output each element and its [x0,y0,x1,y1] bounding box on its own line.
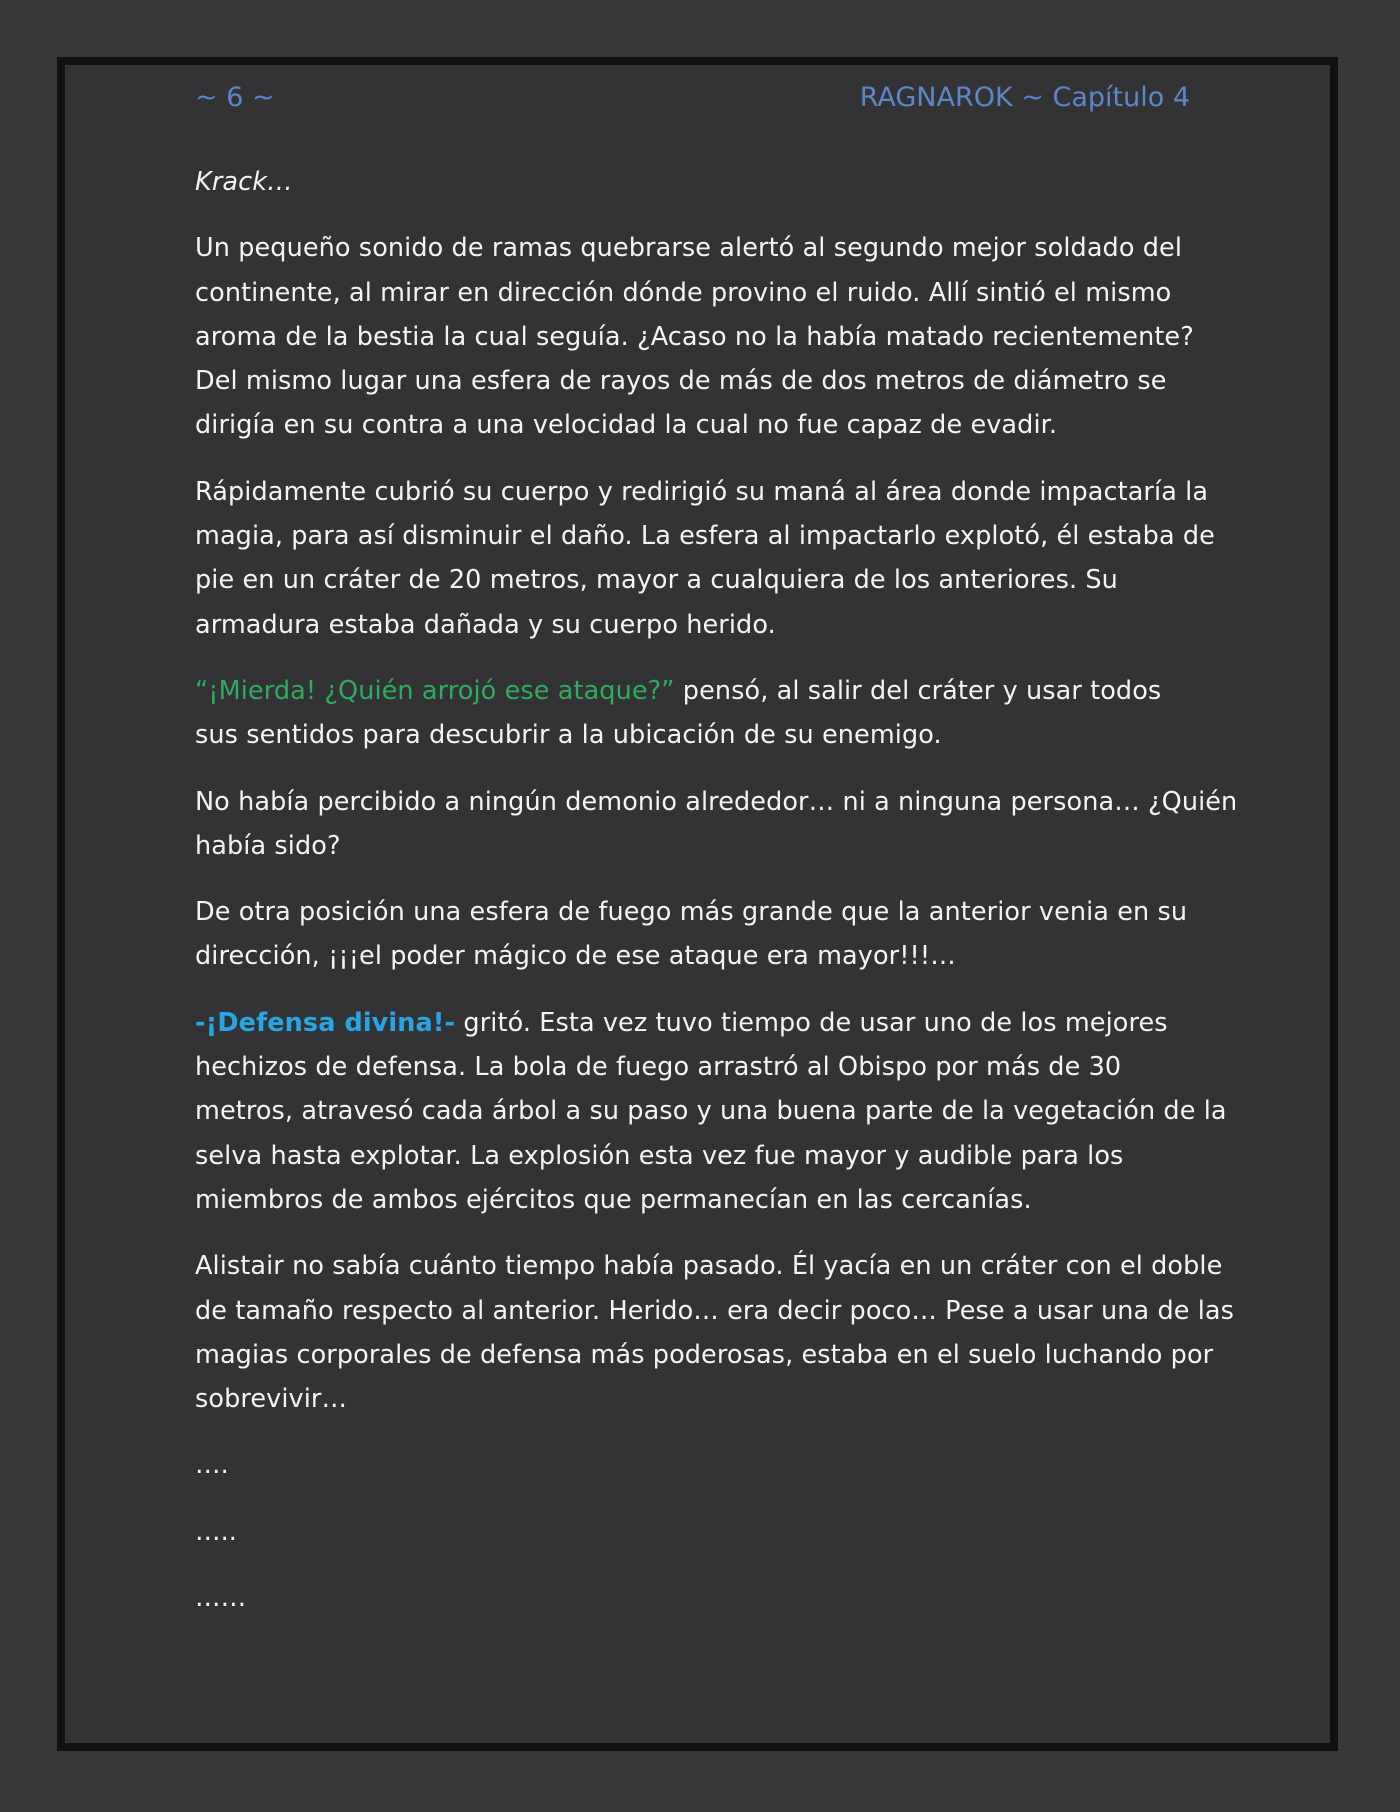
text-line: No había percibido a ningún demonio alrededor… ni a ninguna persona… ¿Quién [195,786,1238,817]
text-line: pie en un cráter de 20 metros, mayor a cualquiera de los anteriores. Su [195,565,1118,596]
text-line: aroma de la bestia la cual seguía. ¿Acaso no la había matado recientemente? [195,321,1194,352]
text-line: sobrevivir… [195,1384,348,1415]
story-text [195,160,1238,1642]
text-line: dirigía en su contra a una velocidad la cual no fue capaz de evadir. [195,410,1058,441]
text-line: había sido? [195,830,341,861]
text-line: magia, para así disminuir el daño. La esfera al impactarlo explotó, él estaba de [195,521,1215,552]
text-line: de tamaño respecto al anterior. Herido… era decir poco… Pese a usar una de las [195,1295,1235,1326]
text-line: selva hasta explotar. La explosión esta vez fue mayor y audible para los [195,1140,1124,1171]
paragraph-7 [195,1244,1235,1421]
paragraph-6 [195,1001,1227,1222]
paragraph-3 [195,669,1210,758]
text-line: Alistair no sabía cuánto tiempo había pasado. Él yacía en un cráter con el doble [195,1251,1223,1282]
text-line: sus sentidos para descubrir a la ubicación de su enemigo. [195,720,942,751]
ellipsis-line: …. [195,1450,229,1481]
text-line: Rápidamente cubrió su cuerpo y redirigió su maná al área donde impactaría la [195,476,1209,507]
paragraph-sound [195,160,1210,204]
ellipsis-line: …… [195,1583,247,1614]
ellipsis-line: ….. [195,1516,238,1547]
paragraph-2 [195,470,1215,647]
text-line: continente, al mirar en dirección dónde provino el ruido. Allí sintió el mismo [195,277,1172,308]
text-fragment: gritó. Esta vez tuvo tiempo de usar uno de los mejores [455,1007,1168,1038]
running-title: RAGNAROK ~ Capítulo 4 [859,82,1190,113]
text-line [195,669,1210,713]
sound-effect-text: Krack… [195,167,293,197]
text-line: hechizos de defensa. La bola de fuego arrastró al Obispo por más de 30 [195,1052,1122,1083]
text-line: Del mismo lugar una esfera de rayos de más de dos metros de diámetro se [195,366,1167,397]
text-line: De otra posición una esfera de fuego más grande que la anterior venia en su [195,897,1188,928]
page-header [195,82,1190,122]
text-line [195,1001,1210,1045]
text-line: metros, atravesó cada árbol a su paso y una buena parte de la vegetación de la [195,1096,1227,1127]
text-fragment: pensó, al salir del cráter y usar todos [674,675,1162,706]
paragraph-4 [195,780,1238,869]
thought-quote: “¡Mierda! ¿Quién arrojó ese ataque?” [195,675,675,706]
paragraph-1 [195,226,1210,447]
page-number: ~ 6 ~ [195,82,275,113]
text-line: dirección, ¡¡¡el poder mágico de ese ataque era mayor!!!… [195,941,956,972]
text-line: miembros de ambos ejércitos que permanecían en las cercanías. [195,1184,1032,1215]
text-line: Un pequeño sonido de ramas quebrarse alertó al segundo mejor soldado del [195,233,1183,264]
spell-name: -¡Defensa divina!- [195,1007,456,1038]
text-line: magias corporales de defensa más poderosas, estaba en el suelo luchando por [195,1339,1214,1370]
text-line: armadura estaba dañada y su cuerpo herido. [195,609,776,640]
paragraph-5 [195,890,1210,979]
